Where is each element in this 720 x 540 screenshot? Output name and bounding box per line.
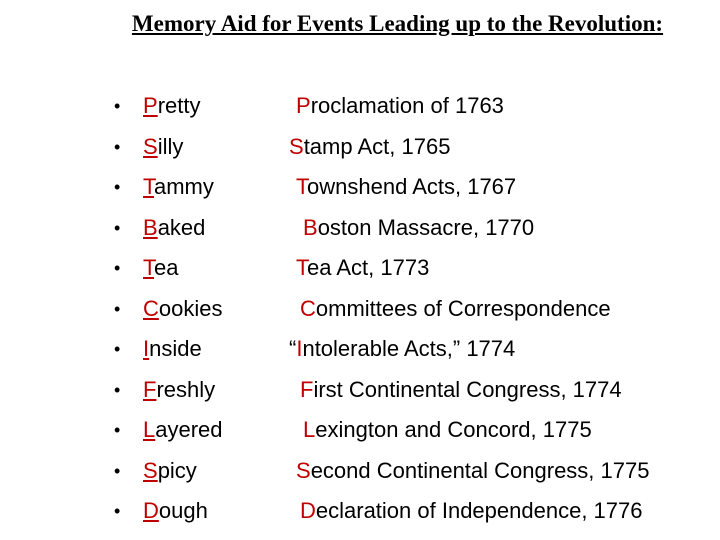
event-label: “Intolerable Acts,” 1774 bbox=[289, 336, 516, 361]
bullet-icon: • bbox=[114, 298, 121, 319]
list-item bbox=[0, 248, 720, 289]
initial-letter: B bbox=[143, 214, 158, 240]
list-item bbox=[0, 451, 720, 492]
bullet-icon: • bbox=[114, 460, 121, 481]
event-label: First Continental Congress, 1774 bbox=[300, 376, 622, 402]
mnemonic-word: Baked bbox=[143, 214, 206, 240]
initial-letter: F bbox=[300, 376, 314, 402]
event-label: Proclamation of 1763 bbox=[296, 93, 504, 118]
list-item bbox=[0, 410, 720, 451]
initial-letter: D bbox=[143, 498, 159, 523]
bullet-icon: • bbox=[114, 339, 121, 359]
list-item bbox=[0, 86, 720, 127]
bullet-icon: • bbox=[114, 501, 121, 521]
event-label: Second Continental Congress, 1775 bbox=[296, 457, 650, 483]
initial-letter: P bbox=[296, 93, 311, 118]
memory-aid-list bbox=[0, 86, 720, 532]
event-label: Stamp Act, 1765 bbox=[289, 133, 451, 159]
mnemonic-word: Tammy bbox=[143, 174, 214, 199]
list-item bbox=[0, 329, 720, 370]
initial-letter: T bbox=[296, 255, 307, 280]
initial-letter: C bbox=[143, 295, 159, 321]
initial-letter: L bbox=[143, 417, 156, 442]
initial-letter: S bbox=[143, 133, 158, 159]
list-item bbox=[0, 208, 720, 249]
initial-letter: S bbox=[143, 457, 158, 483]
bullet-icon: • bbox=[114, 258, 121, 278]
initial-letter: F bbox=[143, 376, 157, 402]
event-label: Committees of Correspondence bbox=[300, 295, 611, 321]
initial-letter: I bbox=[143, 336, 150, 361]
mnemonic-word: Freshly bbox=[143, 376, 216, 402]
event-label: Lexington and Concord, 1775 bbox=[303, 417, 592, 442]
initial-letter: S bbox=[296, 457, 311, 483]
bullet-icon: • bbox=[114, 96, 121, 116]
page-title: Memory Aid for Events Leading up to the Revolution: bbox=[131, 11, 664, 36]
initial-letter: T bbox=[143, 255, 154, 280]
bullet-icon: • bbox=[114, 217, 121, 238]
initial-letter: I bbox=[296, 336, 303, 361]
initial-letter: D bbox=[300, 498, 316, 523]
mnemonic-word: Spicy bbox=[143, 457, 197, 483]
list-item bbox=[0, 127, 720, 168]
bullet-icon: • bbox=[114, 420, 121, 440]
bullet-icon: • bbox=[114, 136, 121, 157]
list-item bbox=[0, 370, 720, 411]
list-item bbox=[0, 289, 720, 330]
initial-letter: T bbox=[296, 174, 307, 199]
initial-letter: P bbox=[143, 93, 158, 118]
initial-letter: S bbox=[289, 133, 304, 159]
mnemonic-word: Cookies bbox=[143, 295, 223, 321]
event-label: Boston Massacre, 1770 bbox=[303, 214, 535, 240]
mnemonic-word: Dough bbox=[143, 498, 208, 523]
mnemonic-word: Tea bbox=[143, 255, 179, 280]
initial-letter: B bbox=[303, 214, 318, 240]
mnemonic-word: Silly bbox=[143, 133, 184, 159]
mnemonic-word: Inside bbox=[143, 336, 202, 361]
event-label: Declaration of Independence, 1776 bbox=[300, 498, 643, 523]
bullet-icon: • bbox=[114, 177, 121, 197]
mnemonic-word: Pretty bbox=[143, 93, 201, 118]
initial-letter: C bbox=[300, 295, 316, 321]
initial-letter: L bbox=[303, 417, 316, 442]
mnemonic-word: Layered bbox=[143, 417, 223, 442]
bullet-icon: • bbox=[114, 379, 121, 400]
event-label: Tea Act, 1773 bbox=[296, 255, 430, 280]
event-label: Townshend Acts, 1767 bbox=[296, 174, 517, 199]
list-item bbox=[0, 491, 720, 532]
list-item bbox=[0, 167, 720, 208]
initial-letter: T bbox=[143, 174, 154, 199]
